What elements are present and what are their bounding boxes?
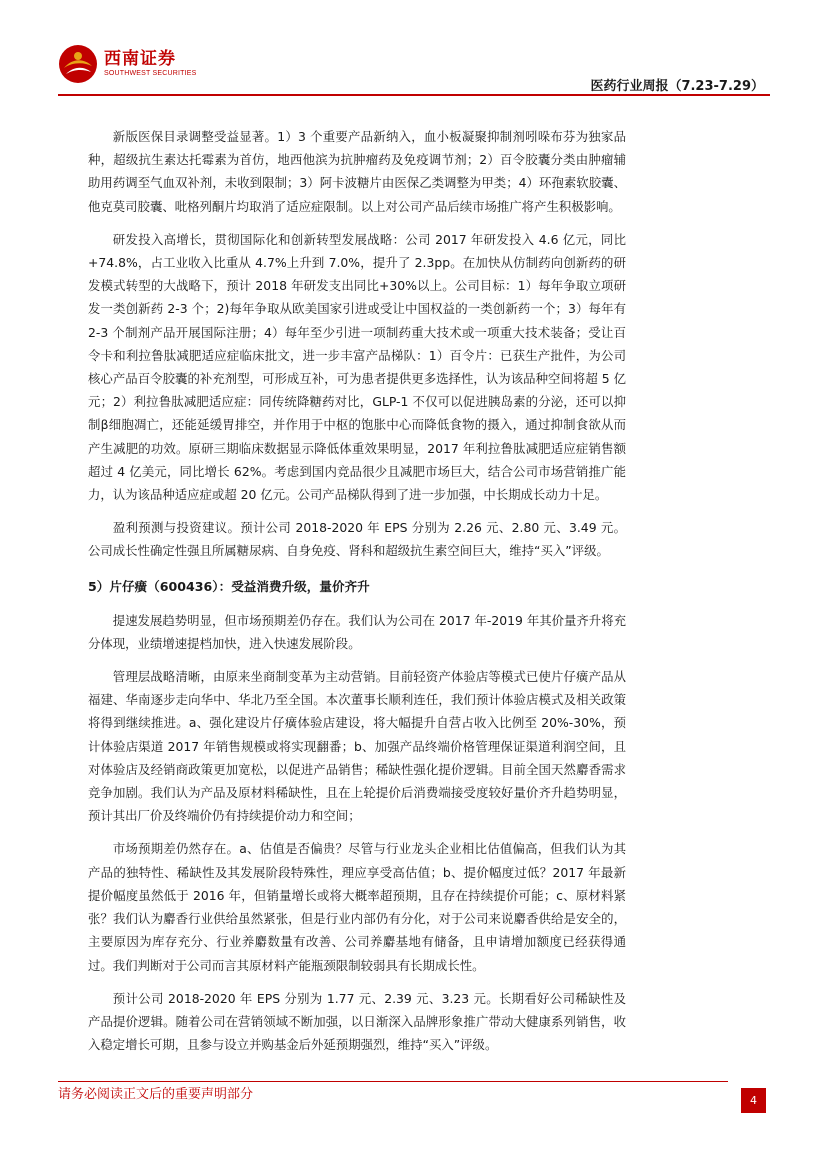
section-heading-pianzaihuang: 5）片仔癀（600436）：受益消费升级，量价齐升 bbox=[88, 578, 370, 594]
paragraph-rd-investment: 研发投入高增长，贯彻国际化和创新转型发展战略：公司 2017 年研发投入 4.6 亿元，同比+74.8%，占工业收入比重从 4.7%上升到 7.0%，提升了 2.3pp。在加快从仿制药向创新药的研发模式转型的大战略下，预计 2018 年研发支出同比+30%以上。公司目标：1）每年争取立项研发一类创新药 2-3 个；2)每年争取从欧美国家引进或受让中国权益的一类创新药一个；3）每年有 2-3 个制剂产品开展国际注册；4）每年至少引进一项制药重大技术或一项重大技术装备；受让百令卡和利拉鲁肽减肥适应症临床批文，进一步丰富产品梯队：1）百令片：已获生产批件，为公司核心产品百令胶囊的补充剂型，可形成互补，可为患者提供更多选择性，认为该品种空间将超 5 亿元；2）利拉鲁肽减肥适应症：同传统降糖药对比，GLP-1 不仅可以促进胰岛素的分泌，还可以抑制β细胞凋亡，还能延缓胃排空，并作用于中枢的饱胀中心而降低食物的摄入，通过抑制食欲从而产生减肥的功效。原研三期临床数据显示降低体重效果明显，2017 年利拉鲁肽减肥适应症销售额超过 4 亿美元，同比增长 62%。考虑到国内竞品很少且减肥市场巨大，结合公司市场营销推广能力，认为该品种适应症或超 20 亿元。公司产品梯队得到了进一步加强，中长期成长动力十足。 bbox=[88, 231, 626, 503]
logo-english-name: SOUTHWEST SECURITIES bbox=[104, 70, 197, 77]
paragraph-management-strategy: 管理层战略清晰，由原来坐商制变革为主动营销。目前轻资产体验店等模式已使片仔癀产品从福建、华南逐步走向华中、华北乃至全国。本次董事长顺利连任，我们预计体验店模式及相关政策将得到继续推进。a、强化建设片仔癀体验店建设，将大幅提升自营占收入比例至 20%-30%，预计体验店渠道 2017 年销售规模或将实现翻番；b、加强产品终端价格管理保证渠道利润空间，且对体验店及经销商政策更加宽松，以促进产品销售；稀缺性强化提价逻辑。目前全国天然麝香需求竞争加剧。我们认为产品及原材料稀缺性，且在上轮提价后消费端接受度较好量价齐升趋势明显，预计其出厂价及终端价仍有持续提价动力和空间； bbox=[88, 669, 626, 824]
page-header bbox=[58, 44, 770, 96]
paragraph-growth-trend: 提速发展趋势明显，但市场预期差仍存在。我们认为公司在 2017 年-2019 年其价量齐升将充分体现，业绩增速提档加快，进入快速发展阶段。 bbox=[88, 612, 626, 651]
paragraph-earnings-forecast: 盈利预测与投资建议。预计公司 2018-2020 年 EPS 分别为 2.26 元、2.80 元、3.49 元。公司成长性确定性强且所属糖尿病、自身免疫、肾科和超级抗生素空间巨大，维持“买入”评级。 bbox=[88, 520, 626, 559]
paragraph-eps-forecast: 预计公司 2018-2020 年 EPS 分别为 1.77 元、2.39 元、3.23 元。长期看好公司稀缺性及产品提价逻辑。随着公司在营销领域不断加强，以日渐深入品牌形象推广带动大健康系列销售，收入稳定增长可期，且参与设立并购基金后外延预期强烈，维持“买入”评级。 bbox=[88, 990, 626, 1053]
page-number: 4 bbox=[741, 1088, 766, 1113]
report-title: 医药行业周报（7.23-7.29） bbox=[590, 79, 764, 94]
company-logo bbox=[58, 44, 197, 84]
paragraph-market-expectation: 市场预期差仍然存在。a、估值是否偏贵？尽管与行业龙头企业相比估值偏高，但我们认为其产品的独特性、稀缺性及其发展阶段特殊性，理应享受高估值；b、提价幅度过低？2017 年最新提价幅度虽然低于 2016 年，但销量增长或将大概率超预期，且存在持续提价可能；c、原材料紧张？我们认为麝香行业供给虽然紧张，但是行业内部仍有分化，对于公司来说麝香供给是安全的，主要原因为库存充分、行业养麝数量有改善、公司养麝基地有储备，且申请增加额度已经获得通过。我们判断对于公司而言其原材料产能瓶颈限制较弱具有长期成长性。 bbox=[88, 841, 626, 973]
paragraph-medical-insurance: 新版医保目录调整受益显著。1）3 个重要产品新纳入，血小板凝聚抑制剂吲哚布芬为独家品种，超级抗生素达托霉素为首仿，地西他滨为抗肿瘤药及免疫调节剂；2）百令胶囊分类由肿瘤辅助用药调至气血双补剂，未收到限制；3）阿卡波糖片由医保乙类调整为甲类；4）环孢素软胶囊、他克莫司胶囊、吡格列酮片均取消了适应症限制。以上对公司产品后续市场推广将产生积极影响。 bbox=[88, 129, 626, 214]
logo-chinese-name: 西南证券 bbox=[104, 49, 176, 69]
logo-text bbox=[104, 49, 197, 79]
header-divider bbox=[58, 94, 770, 96]
footer-divider bbox=[58, 1081, 728, 1082]
main-content bbox=[88, 125, 626, 1066]
logo-emblem-icon bbox=[58, 44, 98, 84]
disclaimer-note: 请务必阅读正文后的重要声明部分 bbox=[58, 1087, 254, 1102]
